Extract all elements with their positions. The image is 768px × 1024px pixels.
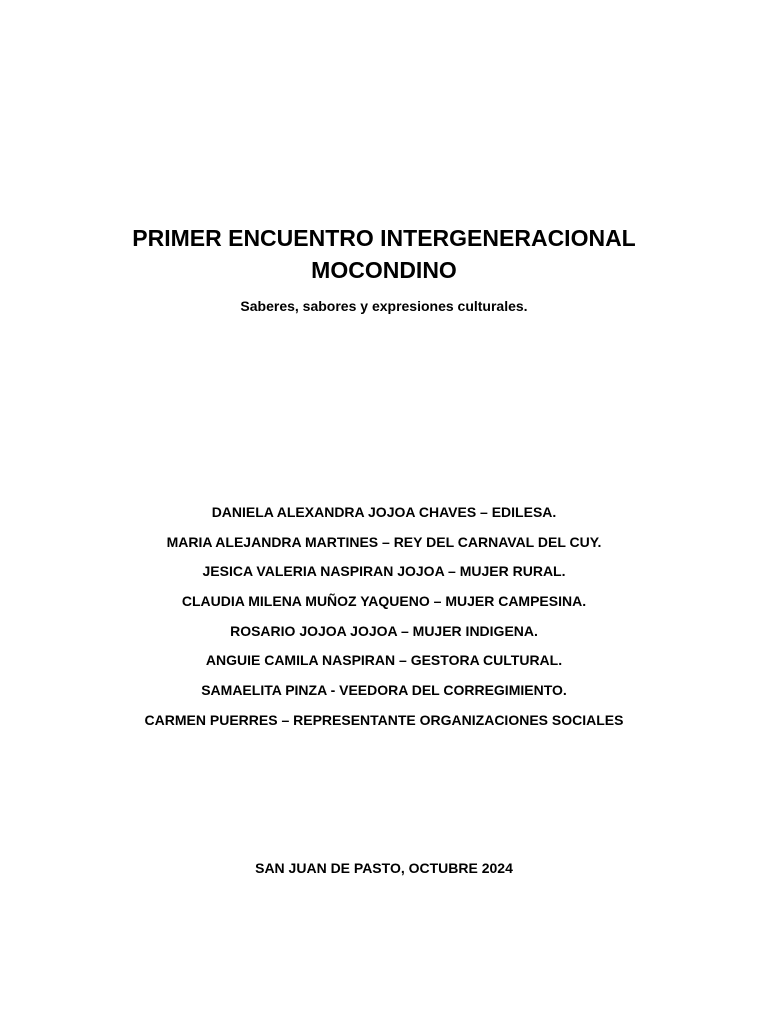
document-title (0, 222, 768, 286)
participant-item: ROSARIO JOJOA JOJOA – MUJER INDIGENA. (230, 622, 538, 639)
participant-item: SAMAELITA PINZA - VEEDORA DEL CORREGIMIENTO. (201, 682, 567, 699)
participant-item: JESICA VALERIA NASPIRAN JOJOA – MUJER RURAL. (202, 563, 566, 580)
participant-list (0, 503, 768, 741)
participant-item: MARIA ALEJANDRA MARTINES – REY DEL CARNAVAL DEL CUY. (166, 533, 602, 550)
participant-item: DANIELA ALEXANDRA JOJOA CHAVES – EDILESA. (211, 504, 557, 520)
participant-item: ANGUIE CAMILA NASPIRAN – GESTORA CULTURAL. (205, 652, 563, 669)
participant-item: CLAUDIA MILENA MUÑOZ YAQUENO – MUJER CAMPESINA. (181, 593, 587, 610)
document-subtitle: Saberes, sabores y expresiones culturales. (240, 298, 528, 314)
title-line-2: MOCONDINO (311, 257, 457, 283)
title-line-1: PRIMER ENCUENTRO INTERGENERACIONAL (132, 225, 636, 251)
place-date: SAN JUAN DE PASTO, OCTUBRE 2024 (255, 860, 513, 876)
participant-item: CARMEN PUERRES – REPRESENTANTE ORGANIZACIONES SOCIALES (144, 711, 624, 728)
